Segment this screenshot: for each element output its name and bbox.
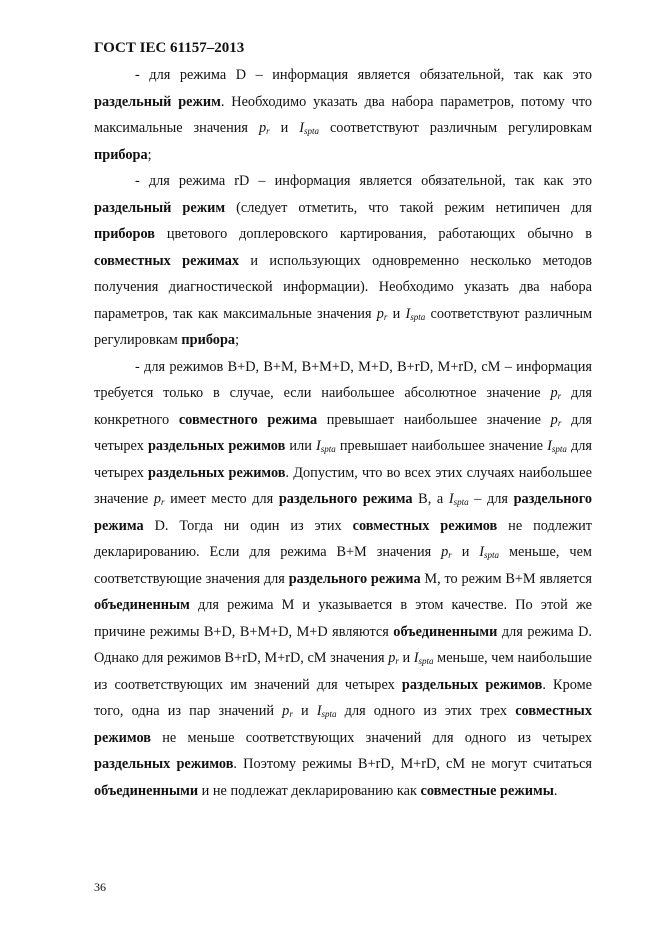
text-run: и bbox=[387, 305, 406, 322]
math-symbol: I bbox=[479, 544, 485, 560]
math-symbol: p bbox=[550, 385, 558, 401]
math-symbol: p bbox=[550, 411, 558, 428]
math-symbol: p bbox=[153, 491, 162, 507]
math-symbol: I bbox=[413, 650, 419, 666]
math-symbol: I bbox=[315, 438, 321, 454]
math-subscript: r bbox=[395, 656, 399, 666]
math-symbol: p bbox=[376, 305, 384, 322]
text-run: – для bbox=[468, 491, 514, 507]
bold-term: прибора bbox=[94, 146, 148, 163]
text-run: D. Тогда ни один из этих bbox=[143, 517, 353, 534]
text-run: . Необходимо указать два набора параметров, потому что максимальные значения bbox=[94, 93, 592, 136]
bold-term: совместного режима bbox=[178, 411, 318, 428]
text-run: и не подлежат декларированию как bbox=[198, 782, 421, 799]
math-symbol: I bbox=[299, 120, 304, 136]
text-run: и bbox=[269, 120, 300, 136]
math-subscript: spta bbox=[321, 709, 337, 719]
bold-term: раздельного режима bbox=[94, 491, 592, 534]
bold-term: совместных режимов bbox=[352, 517, 498, 534]
math-subscript: r bbox=[557, 417, 562, 428]
bold-term: раздельный режим bbox=[94, 199, 226, 216]
text-run: B, а bbox=[412, 491, 449, 507]
text-run: - для режима D – информация является обязательной, так как это bbox=[135, 67, 592, 83]
text-run: . Кроме того, одна из пар значений bbox=[94, 676, 592, 719]
math-subscript: spta bbox=[410, 311, 426, 322]
text-run: ; bbox=[147, 146, 152, 163]
text-run: меньше, чем соответствующие значения для bbox=[94, 544, 592, 587]
text-run: не меньше соответствующих значений для одного из четырех bbox=[150, 729, 592, 746]
text-run: для конкретного bbox=[94, 385, 592, 428]
text-run: M, то режим B+M является bbox=[420, 570, 592, 587]
math-subscript: r bbox=[383, 311, 388, 322]
text-run: соответствуют различным регулировкам bbox=[319, 120, 593, 136]
text-run: для одного из этих трех bbox=[336, 703, 516, 719]
math-subscript: spta bbox=[320, 444, 336, 454]
math-subscript: r bbox=[289, 709, 293, 719]
text-run: превышает наибольшее значение bbox=[335, 438, 548, 454]
math-symbol: I bbox=[448, 491, 454, 507]
math-subscript: r bbox=[161, 497, 165, 507]
math-subscript: spta bbox=[551, 444, 567, 454]
text-run: не подлежит декларированию. Если для режима B+M значения bbox=[94, 517, 593, 560]
bold-term: прибора bbox=[181, 332, 236, 348]
text-run: для режима M и указывается в этом качестве. По этой же причине режимы B+D, B+M+D, M+D являются bbox=[94, 597, 592, 640]
text-run: для режима D. Однако для режимов B+rD, M+rD, cM значения bbox=[94, 623, 592, 666]
bold-term: приборов bbox=[94, 226, 155, 242]
text-run: меньше, чем наибольшие из соответствующих им значений для четырех bbox=[94, 650, 592, 693]
math-subscript: spta bbox=[453, 497, 469, 507]
text-run: ; bbox=[235, 332, 240, 348]
bold-term: объединенным bbox=[94, 597, 190, 613]
text-run: и использующих одновременно несколько методов получения диагностической информации). Необходимо указать два набора параметров, так как максимальные значения bbox=[94, 252, 592, 322]
text-run: и bbox=[451, 544, 480, 560]
text-run: превышает наибольшее значение bbox=[317, 411, 551, 428]
bold-term: совместных режимах bbox=[94, 252, 240, 269]
bold-term: совместных режимов bbox=[94, 703, 592, 746]
body-paragraph bbox=[94, 168, 592, 354]
math-subscript: r bbox=[557, 391, 562, 401]
bold-term: раздельного режима bbox=[278, 491, 413, 507]
math-subscript: spta bbox=[418, 656, 434, 666]
math-symbol: p bbox=[258, 120, 267, 136]
page-number: 36 bbox=[94, 880, 106, 894]
bold-term: раздельного режима bbox=[288, 570, 421, 587]
body-paragraph bbox=[94, 354, 592, 805]
text-run: . Поэтому режимы B+rD, M+rD, cM не могут считаться bbox=[233, 756, 592, 772]
text-run: для четырех bbox=[94, 411, 592, 454]
bold-term: совместные режимы bbox=[420, 782, 554, 799]
bold-term: объединенными bbox=[393, 623, 498, 640]
math-subscript: r bbox=[448, 550, 452, 560]
math-symbol: p bbox=[282, 703, 290, 719]
math-subscript: spta bbox=[303, 126, 319, 136]
text-run: цветового доплеровского картирования, работающих обычно в bbox=[155, 226, 592, 242]
math-symbol: p bbox=[441, 544, 449, 560]
text-run: . bbox=[553, 782, 558, 799]
text-run: соответствуют различным регулировкам bbox=[94, 305, 592, 348]
bold-term: раздельных режимов bbox=[401, 676, 543, 693]
text-run: и bbox=[398, 650, 414, 666]
math-subscript: r bbox=[266, 126, 270, 136]
math-symbol: I bbox=[405, 305, 411, 322]
text-run: - для режима rD – информация является обязательной, так как это bbox=[135, 173, 592, 189]
math-symbol: I bbox=[316, 703, 322, 719]
text-run: имеет место для bbox=[164, 491, 279, 507]
text-run: и bbox=[292, 703, 317, 719]
math-symbol: I bbox=[547, 438, 552, 454]
document-header: ГОСТ IEC 61157–2013 bbox=[94, 40, 245, 56]
bold-term: раздельный режим bbox=[94, 93, 221, 110]
text-run: - для режимов B+D, B+M, B+M+D, M+D, B+rD, M+rD, cM – информация требуется только в случае, если наибольшее абсолютное значение bbox=[94, 358, 592, 401]
body-paragraph bbox=[94, 62, 592, 168]
math-symbol: p bbox=[388, 650, 396, 666]
text-run: . Допустим, что во всех этих случаях наибольшее значение bbox=[94, 464, 592, 507]
bold-term: раздельных режимов bbox=[147, 438, 286, 454]
text-run: или bbox=[285, 438, 316, 454]
document-body bbox=[94, 62, 592, 804]
bold-term: объединенными bbox=[94, 782, 199, 799]
math-subscript: spta bbox=[484, 550, 500, 560]
text-run: для четырех bbox=[94, 438, 592, 481]
text-run: (следует отметить, что такой режим нетипичен для bbox=[225, 199, 592, 216]
bold-term: раздельных режимов bbox=[94, 756, 234, 772]
bold-term: раздельных режимов bbox=[148, 464, 286, 481]
